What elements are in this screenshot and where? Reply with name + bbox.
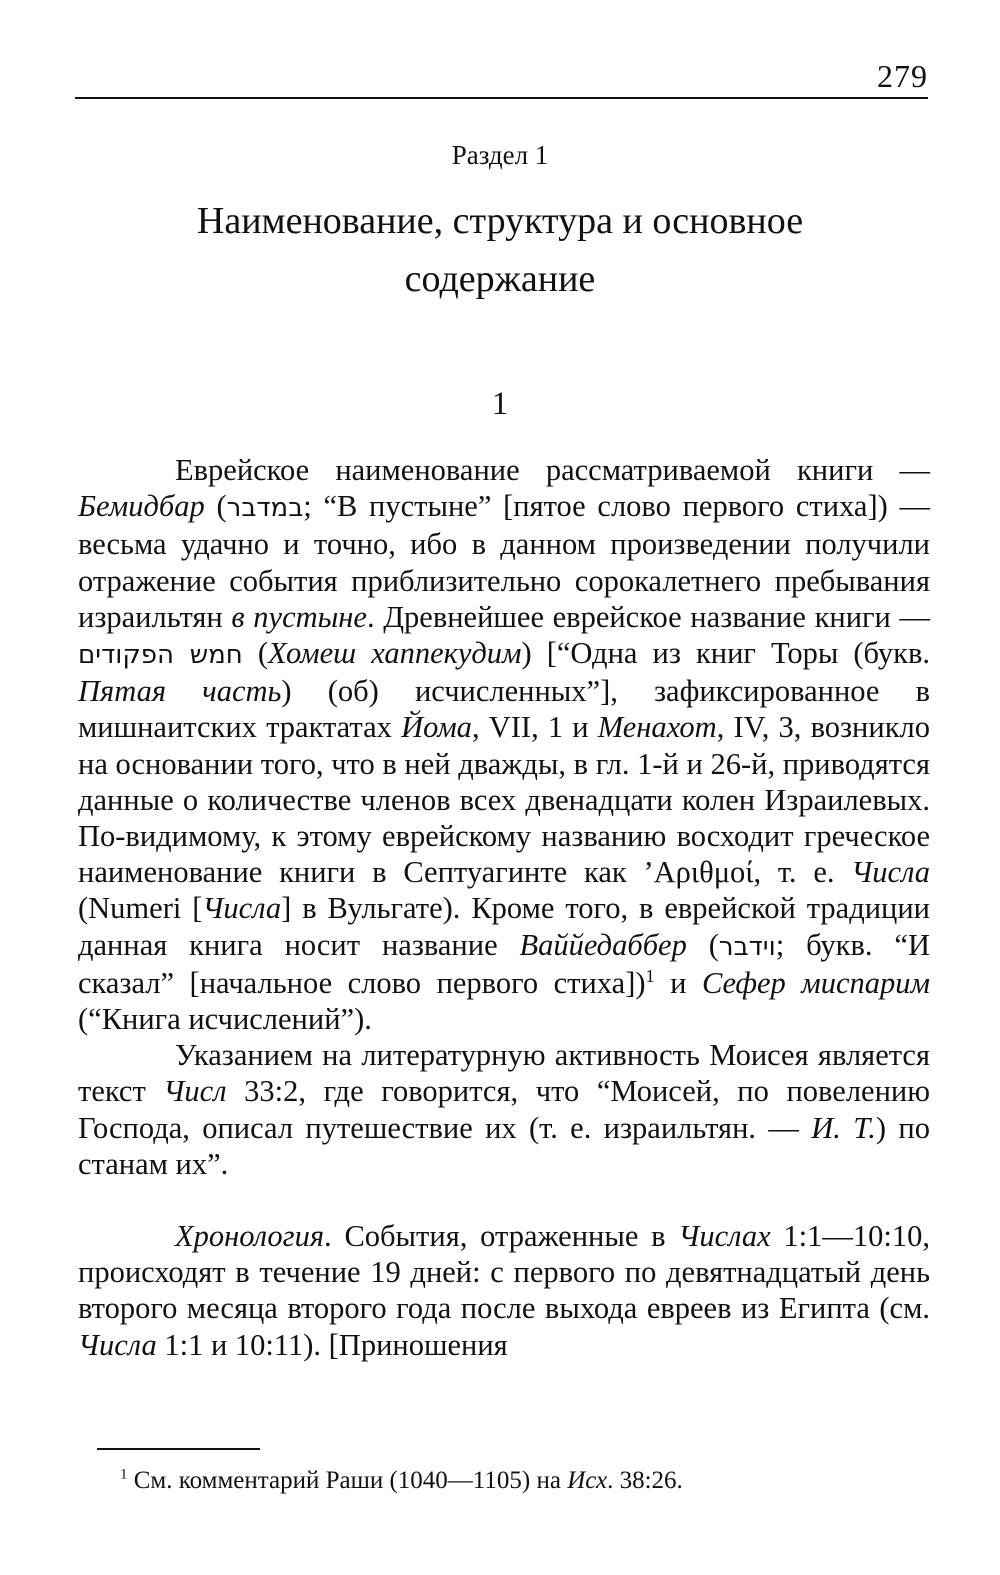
footnote: $^1$ См. комментарий Раши (1040—1105) на Исх. 38:26.: [120, 1466, 683, 1494]
subsection-number: 1: [491, 386, 509, 422]
body-text: [78, 452, 930, 1363]
footnote-rule: [97, 1448, 260, 1450]
paragraph-moses: Указанием на литературную активность Моисея является текст Числ 33:2, где говорится, что “Моисей, по повелению Господа, описал путешествие их (т. е. израильтян. — И. Т.) по станам их”.: [78, 1038, 931, 1181]
page-number: 279: [877, 58, 928, 94]
header-rule: [75, 97, 928, 99]
section-label: Раздел 1: [451, 140, 549, 170]
footnote-mark: 1: [120, 1466, 128, 1483]
paragraph-chronology: Хронология. События, отраженные в Числах 1:1—10:10, происходят в течение 19 дней: с первого по девятнадцатый день второго месяца второго года после выхода евреев из Египта (см. Числа 1:1 и 10:11). [Приношения: [78, 1219, 930, 1362]
footnote-reference: 1: [645, 965, 655, 986]
section-title: Наименование, структура и основное содержание: [196, 200, 804, 300]
paragraph-names: Еврейское наименование рассматриваемой книги — Бемидбар (במדבר; “В пустыне” [пятое слово первого стиха]) — весьма удачно и точно, ибо в данном произведении получили отражение события приблизительно сорокалетнего пребывания израильтян в пустыне. Древнейшее еврейское название книги — חמש הפקודים (Хомеш хаппекудим) [“Одна из книг Торы (букв. Пятая часть) (об) исчисленных”], зафиксированное в мишнаитских трактатах Йома, VII, 1 и Менахот, IV, 3, возникло на основании того, что в ней дважды, в гл. 1-й и 26-й, приводятся данные о количестве членов всех двенадцати колен Израилевых. По-видимому, к этому еврейскому названию восходит греческое наименование книги в Септуагинте как ’Αριθμοί, т. е. Числа (Numeri [Числа] в Вульгате). Кроме того, в еврейской традиции данная книга носит название Ваййедаббер (וידבר; букв. “И сказал” [начальное слово первого стиха])$^1$ и Сефер миспарим (“Книга исчислений”).: [78, 453, 931, 1037]
